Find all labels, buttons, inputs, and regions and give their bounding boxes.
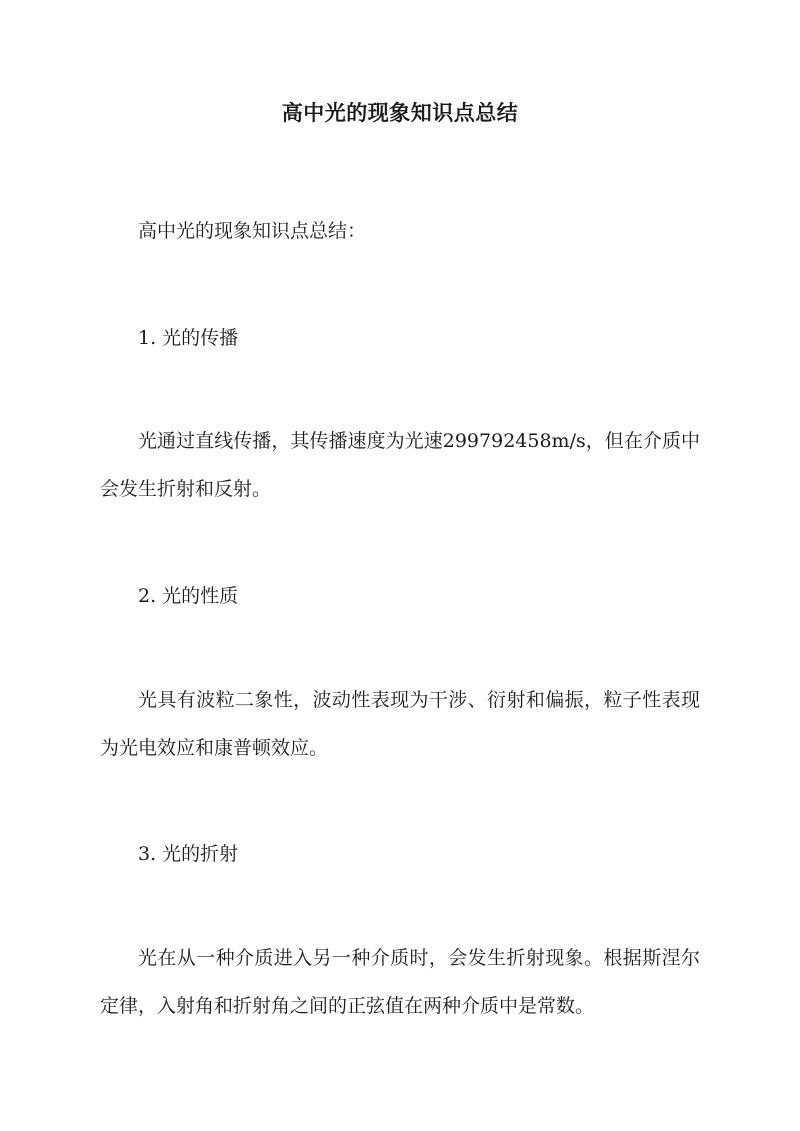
section-body-propagation: 光通过直线传播，其传播速度为光速299792458m/s，但在介质中会发生折射和反射。 [100, 430, 700, 500]
section-body-properties: 光具有波粒二象性，波动性表现为干涉、衍射和偏振，粒子性表现为光电效应和康普顿效应。 [100, 689, 700, 759]
intro-paragraph: 高中光的现象知识点总结： [138, 220, 367, 242]
section-heading-refraction: 3. 光的折射 [138, 843, 239, 865]
section-heading-properties: 2. 光的性质 [138, 585, 239, 607]
section-heading-propagation: 1. 光的传播 [138, 327, 239, 349]
section-body-refraction: 光在从一种介质进入另一种介质时，会发生折射现象。根据斯涅尔定律，入射角和折射角之间的正弦值在两种介质中是常数。 [100, 947, 700, 1017]
document-title: 高中光的现象知识点总结 [281, 100, 519, 125]
